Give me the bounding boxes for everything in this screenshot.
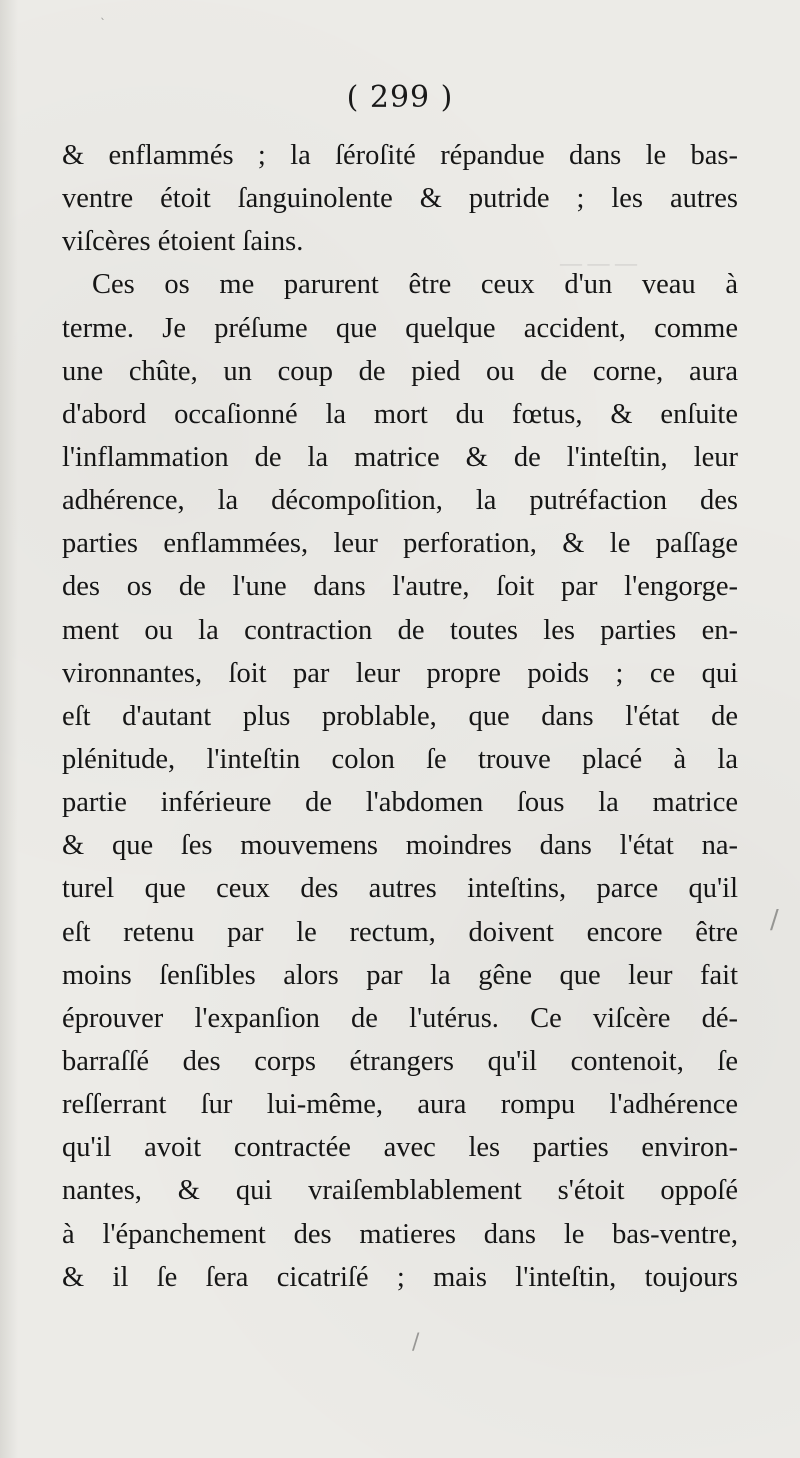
text-line: eſt d'autant plus problable, que dans l'état de xyxy=(62,700,738,732)
text-line: turel que ceux des autres inteſtins, parce qu'il xyxy=(62,873,738,905)
text-line: éprouver l'expanſion de l'utérus. Ce viſcère dé- xyxy=(62,1002,738,1034)
text-line: moins ſenſibles alors par la gêne que leur fait xyxy=(62,959,738,991)
page-number: ( 299 ) xyxy=(346,80,454,115)
text-line: eſt retenu par le rectum, doivent encore être xyxy=(62,916,738,948)
page-binding-edge xyxy=(0,0,18,1458)
text-line: adhérence, la décompoſition, la putréfaction des xyxy=(62,485,738,517)
margin-speck: / xyxy=(770,905,779,935)
body-text xyxy=(62,134,738,1299)
text-line: qu'il avoit contractée avec les parties environ- xyxy=(62,1132,738,1164)
margin-speck: ˎ xyxy=(100,6,106,20)
text-line: l'inflammation de la matrice & de l'inteſtin, leur xyxy=(62,441,738,473)
text-line: ventre étoit ſanguinolente & putride ; les autres xyxy=(62,183,738,215)
text-line: reſſerrant ſur lui-même, aura rompu l'adhérence xyxy=(62,1089,738,1121)
bleed-through-text: — — — xyxy=(560,250,637,275)
text-line: partie inférieure de l'abdomen ſous la matrice xyxy=(62,787,738,819)
text-line: parties enflammées, leur perforation, & le paſſage xyxy=(62,528,738,560)
text-line: & enflammés ; la ſéroſité répandue dans le bas- xyxy=(62,140,738,171)
text-line: à l'épanchement des matieres dans le bas-ventre, xyxy=(62,1218,738,1250)
margin-speck: / xyxy=(412,1330,420,1355)
text-line: d'abord occaſionné la mort du fœtus, & enſuite xyxy=(62,398,738,430)
text-line: terme. Je préſume que quelque accident, comme xyxy=(62,312,738,344)
text-line: plénitude, l'inteſtin colon ſe trouve placé à la xyxy=(62,743,738,775)
text-line: & que ſes mouvemens moindres dans l'état na- xyxy=(62,830,738,862)
text-line: viſcères étoient ſains. xyxy=(62,226,304,258)
text-line: une chûte, un coup de pied ou de corne, aura xyxy=(62,355,738,387)
text-line: nantes, & qui vraiſemblablement s'étoit oppoſé xyxy=(62,1175,738,1207)
text-line: des os de l'une dans l'autre, ſoit par l'engorge- xyxy=(62,571,738,603)
text-line: barraſſé des corps étrangers qu'il contenoit, ſe xyxy=(62,1045,738,1077)
paragraph-first-line: Ces os me parurent être ceux d'un veau à xyxy=(92,269,738,301)
text-line: & il ſe ſera cicatriſé ; mais l'inteſtin, toujours xyxy=(62,1261,738,1293)
text-line: vironnantes, ſoit par leur propre poids ; ce qui xyxy=(62,657,738,689)
text-line: ment ou la contraction de toutes les parties en- xyxy=(62,614,738,646)
